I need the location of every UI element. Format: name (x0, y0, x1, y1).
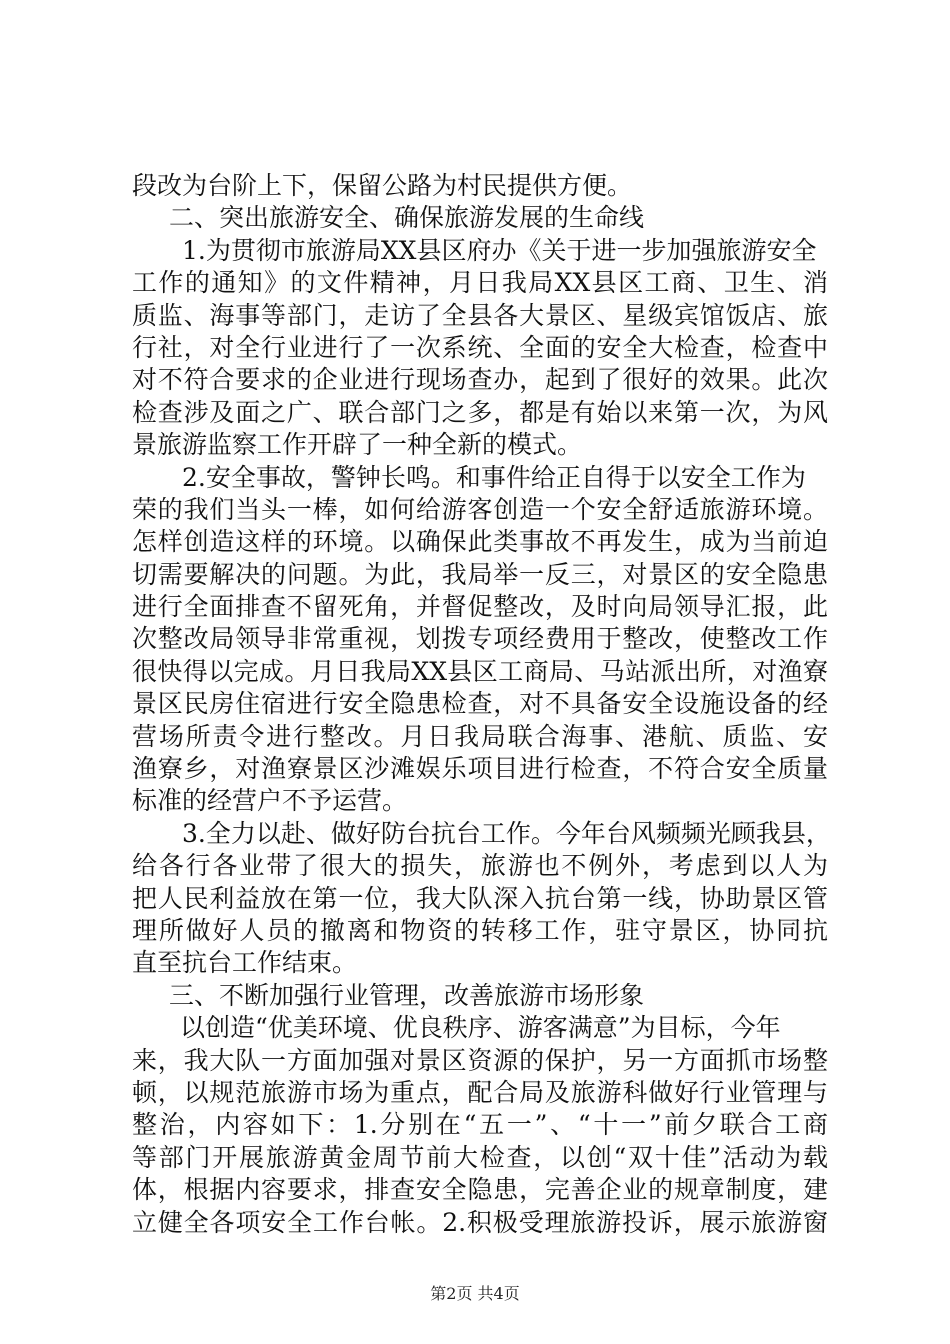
text-line: 荣的我们当头一棒，如何给游客创造一个安全舒适旅游环境。 (132, 494, 828, 524)
section-heading: 三、不断加强行业管理，改善旅游市场形象 (169, 980, 645, 1010)
page-number: 第2页 共4页 (430, 1284, 520, 1303)
text-line: 景旅游监察工作开辟了一种全新的模式。 (132, 430, 583, 460)
text-line: 1.为贯彻市旅游局XX县区府办《关于进一步加强旅游安全 (182, 235, 817, 265)
text-line: 整治，内容如下：1.分别在“五一”、“十一”前夕联合工商 (132, 1110, 828, 1140)
section-heading: 二、突出旅游安全、确保旅游发展的生命线 (169, 203, 645, 233)
text-line: 体，根据内容要求，排查安全隐患，完善企业的规章制度，建 (132, 1175, 828, 1205)
text-line: 等部门开展旅游黄金周节前大检查，以创“双十佳”活动为载 (132, 1142, 828, 1172)
text-line: 段改为台阶上下，保留公路为村民提供方便。 (132, 171, 633, 200)
text-line: 营场所责令进行整改。月日我局联合海事、港航、质监、安 (132, 721, 828, 751)
text-line: 景区民房住宿进行安全隐患检查，对不具备安全设施设备的经 (132, 689, 828, 719)
text-line: 来，我大队一方面加强对景区资源的保护，另一方面抓市场整 (132, 1045, 828, 1075)
text-line: 顿，以规范旅游市场为重点，配合局及旅游科做好行业管理与 (132, 1077, 828, 1107)
text-line: 切需要解决的问题。为此，我局举一反三，对景区的安全隐患 (132, 559, 828, 589)
text-line: 理所做好人员的撤离和物资的转移工作，驻守景区，协同抗 (132, 915, 828, 945)
text-line: 3.全力以赴、做好防台抗台工作。今年台风频频光顾我县， (182, 818, 831, 848)
text-line: 行社，对全行业进行了一次系统、全面的安全大检查，检查中 (132, 332, 828, 362)
text-line: 质监、海事等部门，走访了全县各大景区、星级宾馆饭店、旅 (132, 300, 828, 330)
text-line: 直至抗台工作结束。 (132, 948, 358, 978)
text-line: 检查涉及面之广、联合部门之多，都是有始以来第一次，为风 (132, 397, 828, 427)
text-line: 把人民利益放在第一位，我大队深入抗台第一线，协助景区管 (132, 883, 828, 913)
text-line: 很快得以完成。月日我局XX县区工商局、马站派出所，对渔寮 (132, 656, 828, 686)
text-line: 进行全面排查不留死角，并督促整改，及时向局领导汇报，此 (132, 592, 828, 622)
text-line: 渔寮乡，对渔寮景区沙滩娱乐项目进行检查，不符合安全质量 (132, 754, 828, 784)
text-line: 以创造“优美环境、优良秩序、游客满意”为目标，今年 (180, 1013, 781, 1043)
text-line: 2.安全事故，警钟长鸣。和事件给正自得于以安全工作为 (182, 462, 806, 492)
text-line: 给各行各业带了很大的损失，旅游也不例外，考虑到以人为 (132, 851, 828, 881)
document-body (132, 170, 831, 1239)
text-line: 工作的通知》的文件精神，月日我局XX县区工商、卫生、消 (132, 268, 828, 298)
text-line: 怎样创造这样的环境。以确保此类事故不再发生，成为当前迫 (132, 527, 828, 557)
text-line: 立健全各项安全工作台帐。2.积极受理旅游投诉，展示旅游窗 (132, 1207, 828, 1237)
page-footer (0, 1284, 950, 1304)
text-line: 对不符合要求的企业进行现场查办，起到了很好的效果。此次 (132, 365, 828, 395)
text-line: 标准的经营户不予运营。 (132, 786, 408, 816)
text-line: 次整改局领导非常重视，划拨专项经费用于整改，使整改工作 (132, 624, 828, 654)
